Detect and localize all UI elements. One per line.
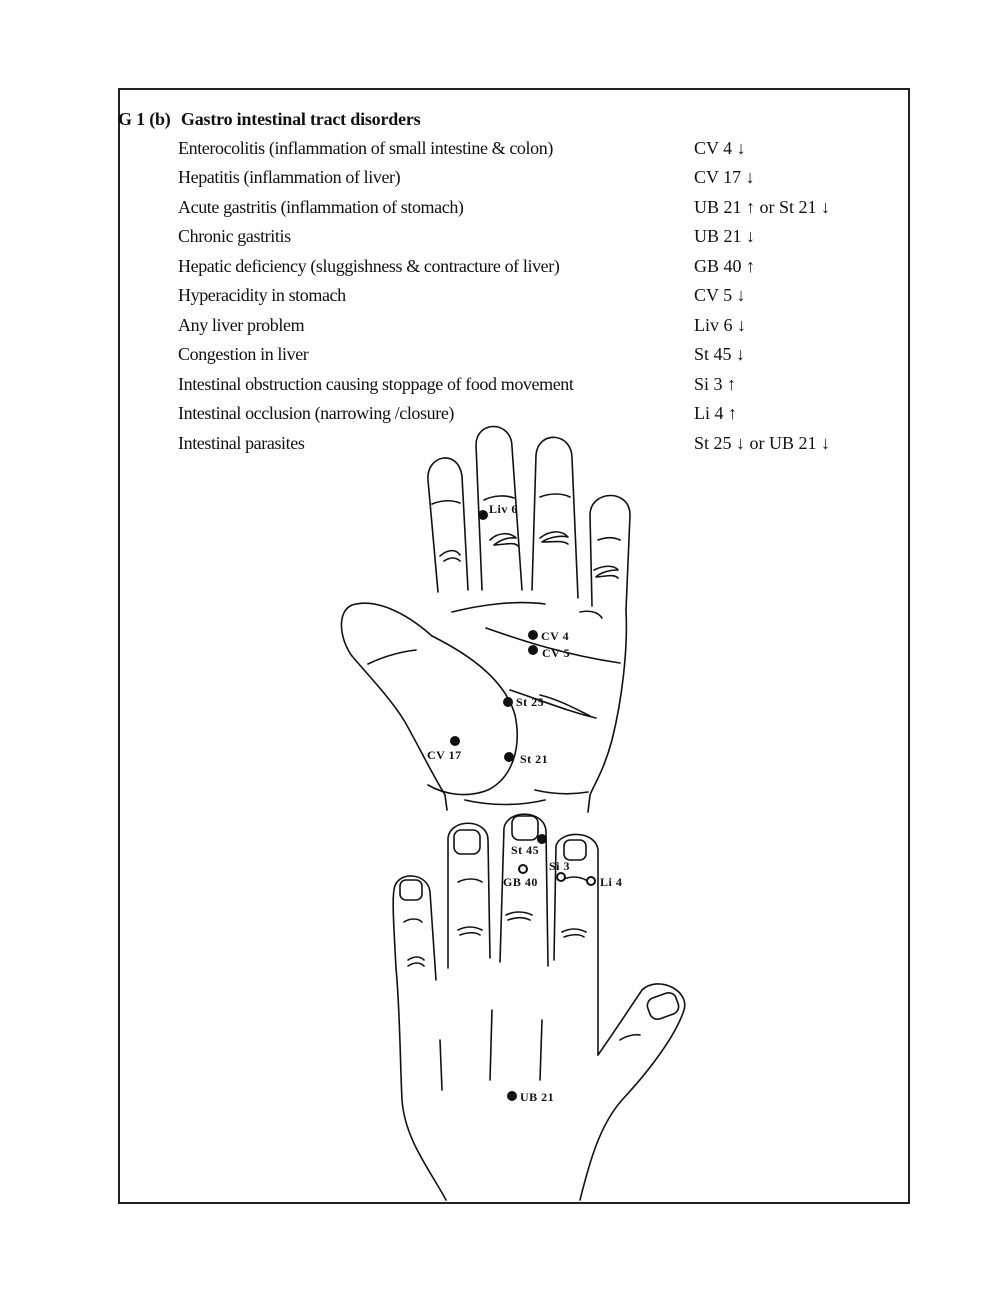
condition-text: Hyperacidity in stomach — [178, 285, 346, 305]
condition-text: Hepatitis (inflammation of liver) — [178, 167, 401, 187]
treatment-text: St 25 ↓ or UB 21 ↓ — [694, 433, 831, 453]
label-gb40: GB 40 — [503, 875, 538, 889]
label-li4: Li 4 — [600, 875, 623, 889]
treatment-text: UB 21 ↑ or St 21 ↓ — [694, 197, 831, 217]
treatment-text: St 45 ↓ — [694, 344, 746, 364]
point-liv6 — [478, 510, 488, 520]
treatment-text: Li 4 ↑ — [694, 403, 737, 423]
point-cv4 — [528, 630, 538, 640]
point-ub21 — [507, 1091, 517, 1101]
label-st21: St 21 — [520, 752, 549, 766]
label-st25: St 25 — [516, 695, 545, 709]
condition-text: Intestinal occlusion (narrowing /closure) — [178, 403, 455, 423]
treatment-text: UB 21 ↓ — [694, 226, 756, 246]
condition-text: Any liver problem — [178, 315, 305, 335]
label-cv17: CV 17 — [427, 748, 462, 762]
point-cv17 — [450, 736, 460, 746]
point-st25 — [503, 697, 513, 707]
point-li4 — [587, 877, 595, 885]
point-cv5 — [528, 645, 538, 655]
section-title: Gastro intestinal tract disorders — [180, 109, 421, 129]
point-gb40 — [519, 865, 527, 873]
treatment-text: Liv 6 ↓ — [694, 315, 746, 335]
back-acupoints — [503, 834, 622, 1104]
label-ub21: UB 21 — [520, 1090, 555, 1104]
label-cv5: CV 5 — [542, 646, 571, 660]
condition-text: Enterocolitis (inflammation of small intestine & colon) — [178, 138, 553, 158]
treatment-text: Si 3 ↑ — [694, 374, 737, 394]
condition-text: Chronic gastritis — [178, 226, 291, 246]
label-cv4: CV 4 — [541, 629, 570, 643]
point-st21 — [504, 752, 514, 762]
treatment-text: CV 17 ↓ — [694, 167, 755, 187]
label-liv6: Liv 6 — [489, 502, 518, 516]
condition-text: Intestinal parasites — [178, 433, 305, 453]
treatment-text: CV 5 ↓ — [694, 285, 746, 305]
condition-text: Acute gastritis (inflammation of stomach) — [178, 197, 464, 217]
back-hand-illustration — [393, 814, 685, 1200]
treatment-text: GB 40 ↑ — [694, 256, 756, 276]
label-st45: St 45 — [511, 843, 540, 857]
point-si3 — [557, 873, 565, 881]
condition-text: Congestion in liver — [178, 344, 309, 364]
section-number: G 1 (b) — [118, 109, 171, 129]
palm-illustration — [341, 426, 630, 812]
treatment-text: CV 4 ↓ — [694, 138, 746, 158]
label-si3: Si 3 — [549, 859, 571, 873]
condition-text: Hepatic deficiency (sluggishness & contracture of liver) — [178, 256, 560, 276]
condition-text: Intestinal obstruction causing stoppage of food movement — [178, 374, 574, 394]
